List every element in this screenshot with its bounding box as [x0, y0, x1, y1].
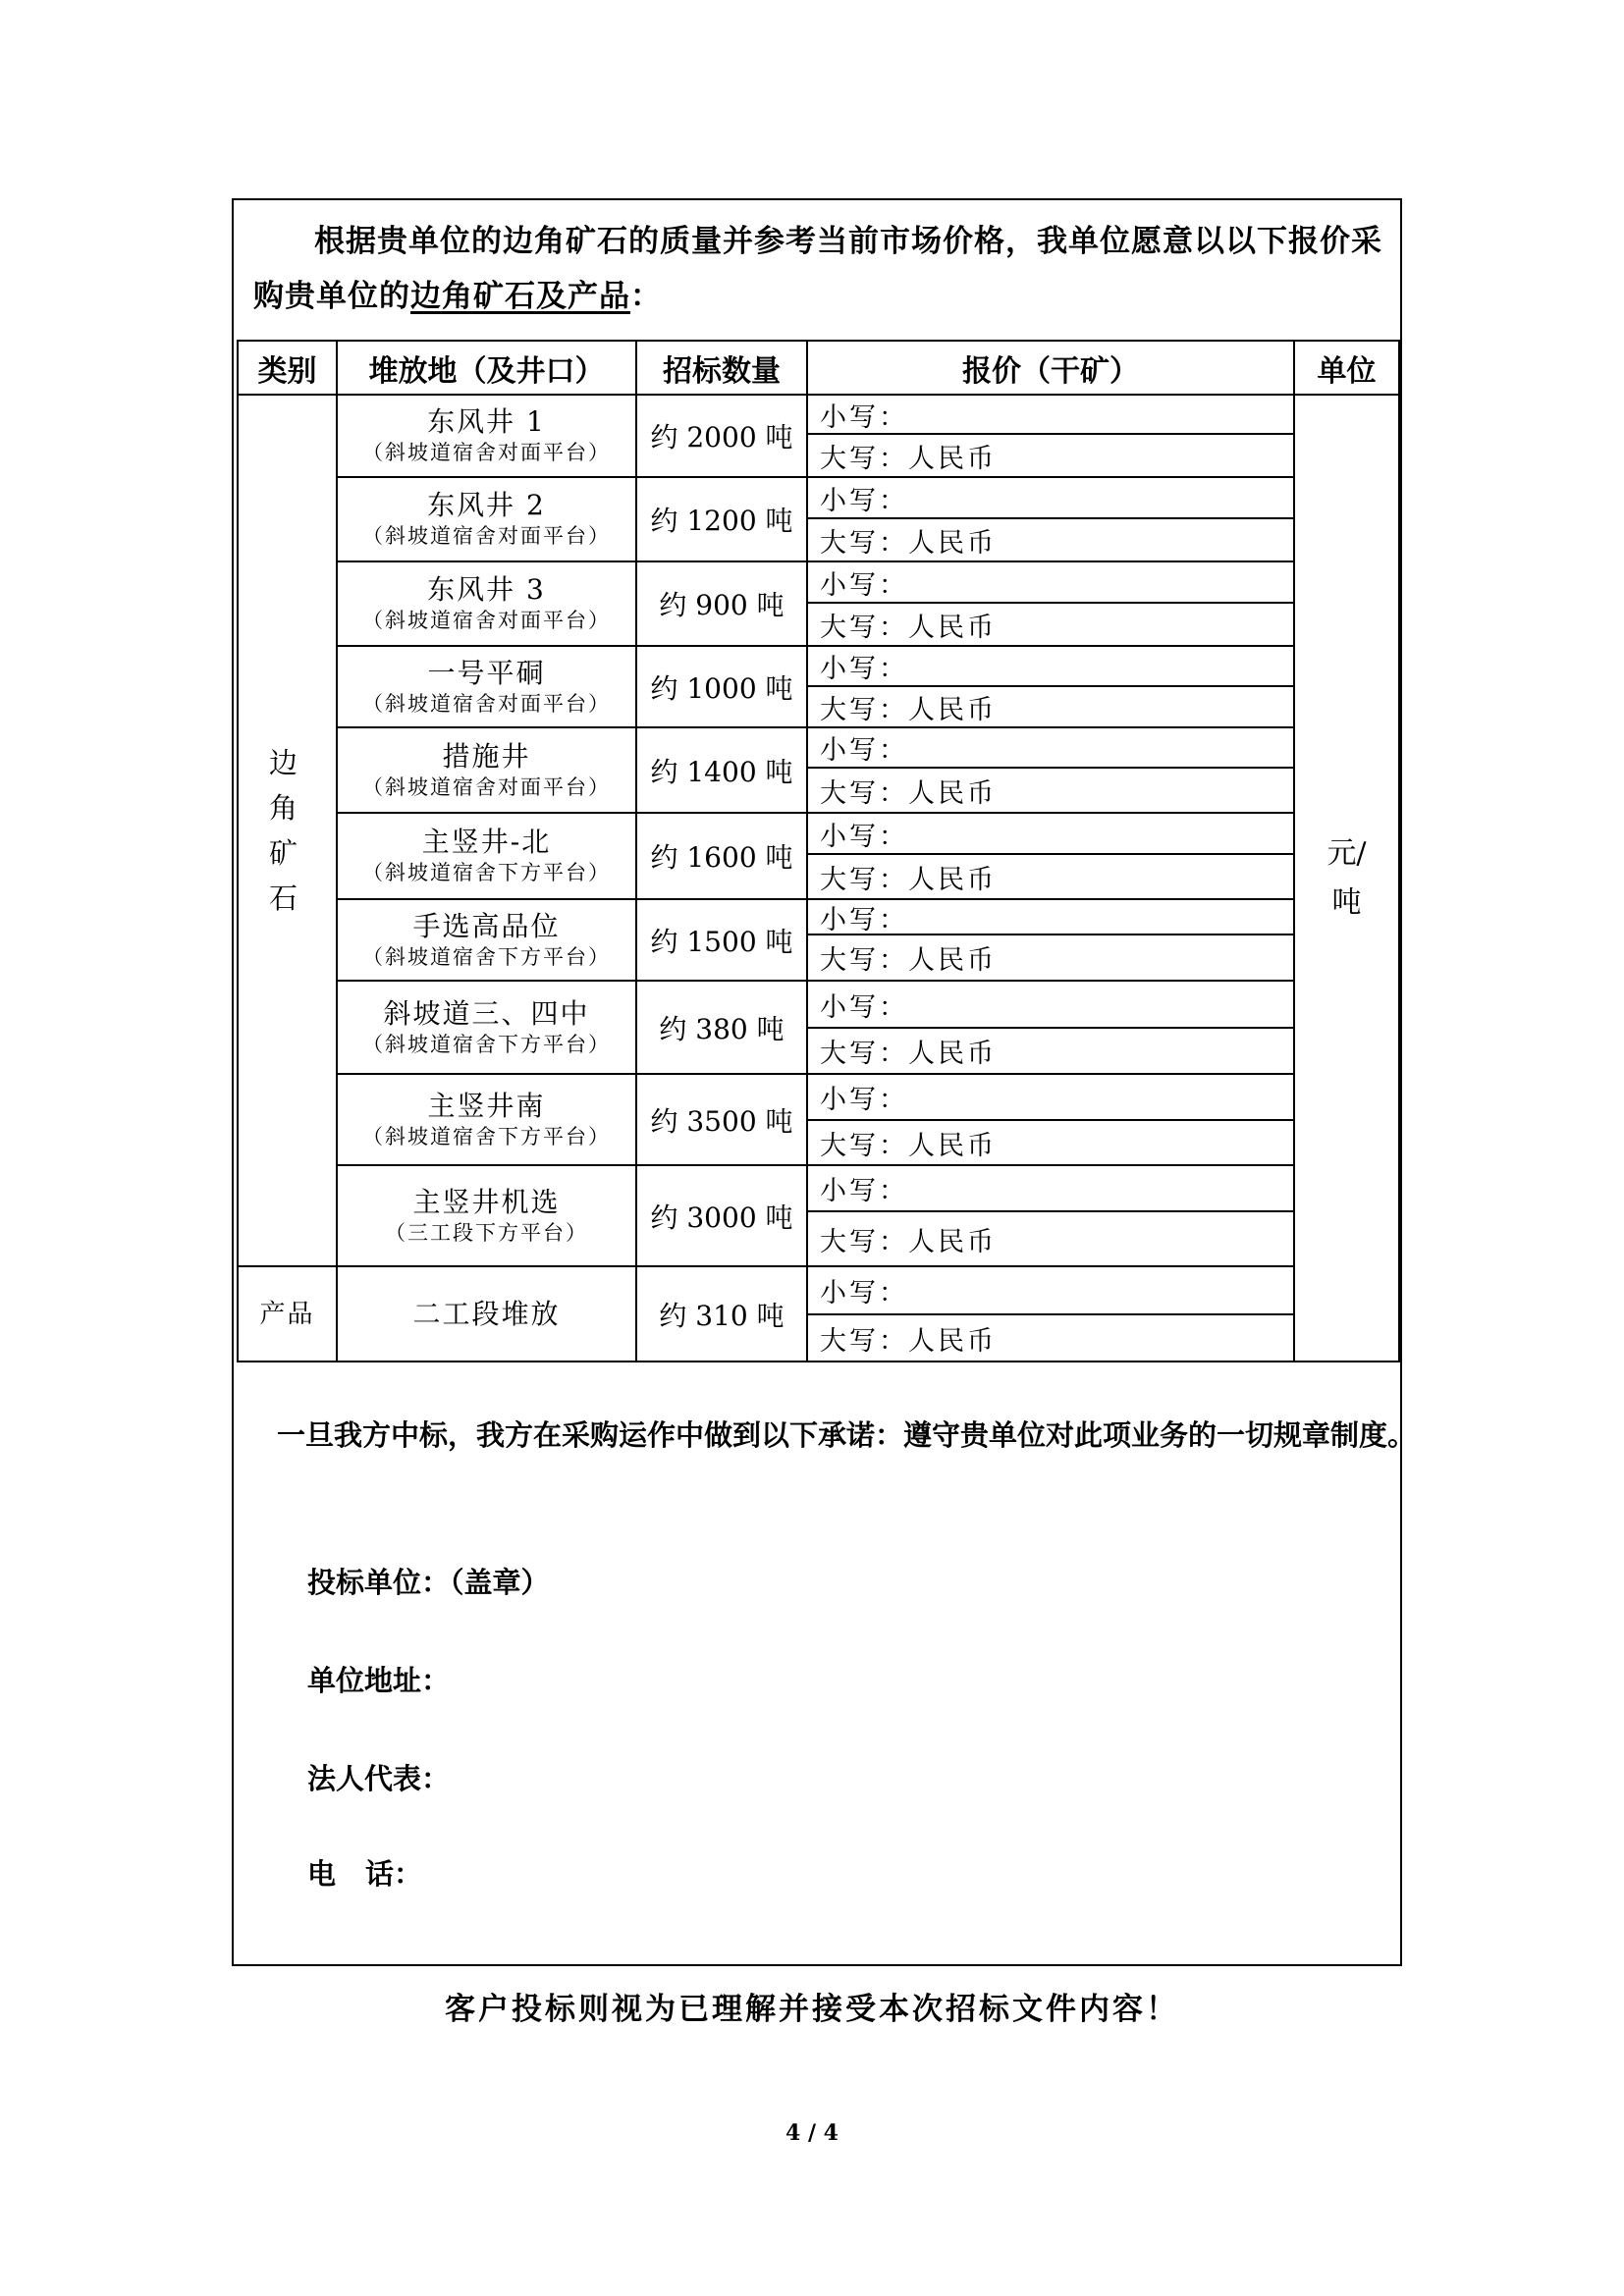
location-cell: [337, 646, 636, 727]
quantity-cell: 约 1600 吨: [636, 813, 807, 899]
price-small-input[interactable]: 小写：: [808, 900, 1293, 935]
table-row: [238, 1165, 1399, 1266]
header-category: 类别: [238, 341, 337, 395]
quantity-cell: 约 1000 吨: [636, 646, 807, 727]
quantity-cell: 约 2000 吨: [636, 395, 807, 477]
price-cell: [807, 813, 1294, 899]
header-quantity: 招标数量: [636, 341, 807, 395]
table-row: [238, 477, 1399, 561]
price-cell: [807, 1165, 1294, 1266]
price-cell: [807, 646, 1294, 727]
price-big-input[interactable]: 大写：人民币: [820, 1325, 997, 1357]
location-cell: [337, 395, 636, 477]
location-cell: [337, 1074, 636, 1165]
table-row: [238, 1266, 1399, 1362]
price-small-input[interactable]: 小写：: [808, 1166, 1293, 1212]
table-row: [238, 727, 1399, 813]
location-main: 手选高品位: [412, 909, 561, 942]
commitment-text: 一旦我方中标，我方在采购运作中做到以下承诺：遵守贵单位对此项业务的一切规章制度。: [277, 1418, 1417, 1452]
location-sub: （斜坡道宿舍下方平台）: [362, 861, 611, 884]
price-small-input[interactable]: 小写：: [808, 478, 1293, 519]
price-small-input[interactable]: 小写：: [808, 814, 1293, 855]
table-header-row: [238, 341, 1399, 395]
location-sub: （斜坡道宿舍下方平台）: [362, 1124, 611, 1148]
price-big-input[interactable]: 大写：人民币: [820, 1039, 997, 1069]
location-cell: [337, 813, 636, 899]
location-main: 东风井 2: [427, 489, 546, 521]
location-sub: （斜坡道宿舍对面平台）: [362, 774, 611, 799]
intro-text: 根据贵单位的边角矿石的质量并参考当前市场价格，我单位愿意以以下报价采购贵单位的: [253, 224, 1382, 314]
quantity-cell: 约 380 吨: [636, 981, 807, 1074]
table-row: [238, 561, 1399, 646]
phone-label-b: 话：: [365, 1857, 423, 1891]
location-main: 斜坡道三、四中: [383, 996, 590, 1030]
unit-label: 元/吨: [1326, 835, 1367, 920]
location-main: 二工段堆放: [412, 1297, 561, 1330]
quantity-cell: 约 3500 吨: [636, 1074, 807, 1165]
quantity-cell: 约 1500 吨: [636, 899, 807, 981]
price-big-input[interactable]: 大写：人民币: [820, 694, 997, 725]
location-main: 措施井: [442, 739, 531, 773]
price-big-input[interactable]: 大写：人民币: [820, 1130, 997, 1161]
location-main: 东风井 3: [427, 573, 546, 606]
price-big-input[interactable]: 大写：人民币: [820, 443, 997, 474]
table-row: [238, 395, 1399, 477]
location-cell: [337, 477, 636, 561]
phone-field[interactable]: [307, 1852, 422, 1893]
location-sub: （斜坡道宿舍下方平台）: [362, 1032, 611, 1056]
intro-colon: ：: [630, 279, 662, 314]
table-row: [238, 1074, 1399, 1165]
table-row: [238, 981, 1399, 1074]
price-small-input[interactable]: 小写：: [808, 1267, 1293, 1315]
category-cell: [238, 395, 337, 1266]
table-row: [238, 646, 1399, 727]
price-big-input[interactable]: 大写：人民币: [820, 945, 997, 976]
price-small-input[interactable]: 小写：: [808, 728, 1293, 769]
price-small-input[interactable]: 小写：: [808, 562, 1293, 604]
price-cell: [807, 395, 1294, 477]
footer-notice: 客户投标则视为已理解并接受本次招标文件内容！: [445, 1992, 1179, 2027]
price-small-input[interactable]: 小写：: [808, 1075, 1293, 1121]
price-big-input[interactable]: 大写：人民币: [820, 1226, 997, 1257]
header-unit: 单位: [1294, 341, 1399, 395]
price-cell: [807, 727, 1294, 813]
location-cell: [337, 899, 636, 981]
location-cell: [337, 981, 636, 1074]
header-location: 堆放地（及井口）: [337, 341, 636, 395]
price-cell: [807, 981, 1294, 1074]
legal-rep-field[interactable]: 法人代表：: [307, 1762, 451, 1795]
location-main: 东风井 1: [427, 405, 546, 438]
location-main: 主竖井机选: [412, 1185, 561, 1218]
location-cell: [337, 561, 636, 646]
location-sub: （斜坡道宿舍下方平台）: [362, 944, 611, 969]
phone-label-a: 电: [307, 1857, 337, 1891]
location-sub: （斜坡道宿舍对面平台）: [362, 441, 611, 464]
price-big-input[interactable]: 大写：人民币: [820, 864, 997, 895]
quantity-cell: 约 3000 吨: [636, 1165, 807, 1266]
location-sub: （斜坡道宿舍对面平台）: [362, 524, 611, 548]
price-cell: [807, 561, 1294, 646]
table-row: [238, 813, 1399, 899]
price-small-input[interactable]: 小写：: [808, 647, 1293, 687]
price-big-input[interactable]: 大写：人民币: [820, 777, 997, 809]
price-big-input[interactable]: 大写：人民币: [820, 527, 997, 559]
price-cell: [807, 899, 1294, 981]
price-big-input[interactable]: 大写：人民币: [820, 612, 997, 643]
intro-paragraph: [253, 214, 1392, 324]
location-main: 主竖井-北: [421, 826, 552, 858]
category-cell: [238, 1266, 337, 1362]
price-cell: [807, 477, 1294, 561]
quantity-cell: 约 1200 吨: [636, 477, 807, 561]
category-label: 产品: [259, 1299, 315, 1329]
price-cell: [807, 1266, 1294, 1362]
quantity-cell: 约 1400 吨: [636, 727, 807, 813]
intro-underlined: 边角矿石及产品: [410, 279, 630, 314]
quantity-cell: 约 900 吨: [636, 561, 807, 646]
location-sub: （斜坡道宿舍对面平台）: [362, 609, 611, 632]
location-main: 一号平硐: [427, 656, 546, 689]
address-field[interactable]: 单位地址：: [307, 1664, 451, 1697]
location-cell: [337, 1165, 636, 1266]
category-label: 边角矿石: [268, 746, 305, 915]
unit-cell: [1294, 395, 1399, 1362]
header-price: 报价（干矿）: [807, 341, 1294, 395]
quantity-cell: 约 310 吨: [636, 1266, 807, 1362]
location-sub: （斜坡道宿舍对面平台）: [362, 691, 611, 716]
price-cell: [807, 1074, 1294, 1165]
location-sub: （三工段下方平台）: [385, 1220, 588, 1245]
page-number: 4 / 4: [785, 2120, 839, 2146]
table-row: [238, 899, 1399, 981]
bidder-field[interactable]: 投标单位：（盖章）: [307, 1566, 550, 1599]
price-small-input[interactable]: 小写：: [808, 982, 1293, 1029]
quote-table: [237, 340, 1400, 1362]
price-small-input[interactable]: 小写：: [808, 396, 1293, 435]
location-cell: [337, 727, 636, 813]
location-cell: [337, 1266, 636, 1362]
location-main: 主竖井南: [427, 1089, 546, 1122]
